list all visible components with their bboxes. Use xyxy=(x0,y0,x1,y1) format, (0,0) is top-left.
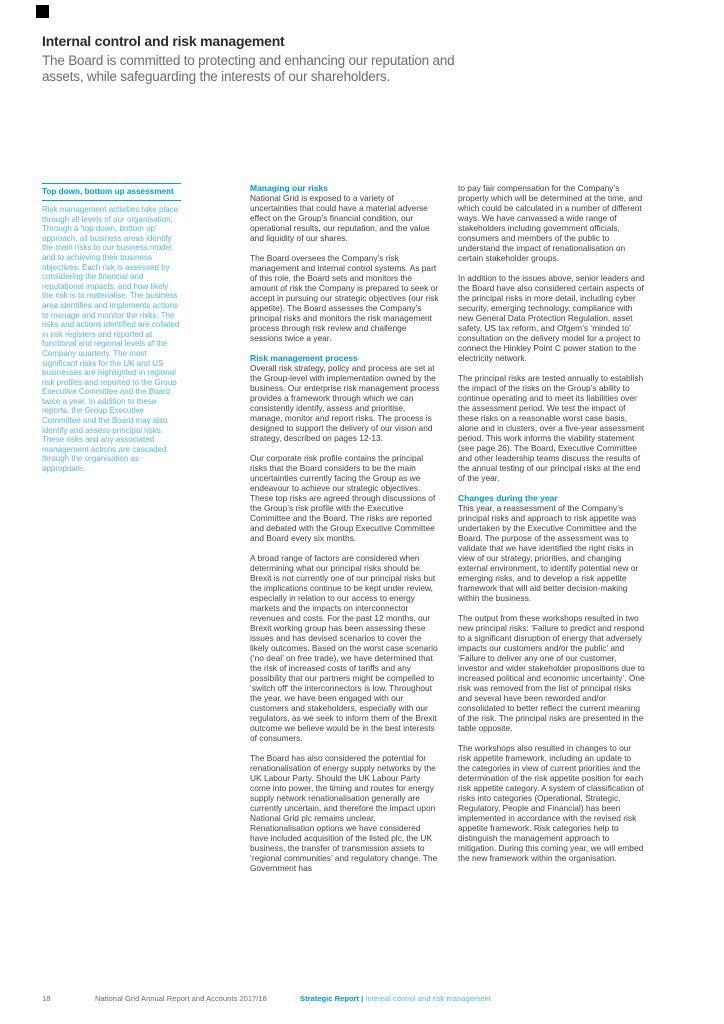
body-paragraph: National Grid is exposed to a variety of uncertainties that could have a material adverse effect on the Group’s financial condition, our operational results, our reputation, and the value and liquidity of our shares. xyxy=(250,193,430,243)
page-corner-tab xyxy=(36,5,49,18)
page-title: Internal control and risk management xyxy=(42,33,285,49)
page-footer xyxy=(0,994,724,1006)
body-paragraph: This year, a reassessment of the Company’s principal risks and approach to risk appetite was undertaken by the Executive Committee and the Board. The purpose of the assessment was to validate that we have identified the right risks in view of our strategy, priorities, and changing external environment, to identify potential new or emerging risks, and to develop a risk appetite framework that will aid better decision-making within the business. xyxy=(458,503,639,603)
body-paragraph: The workshops also resulted in changes to our risk appetite framework, including an update to the categories in view of current priorities and the determination of the risk appetite position for each risk appetite category. A system of classification of risks into categories (Operational, Strategic, Regulatory, People and Financial) has been implemented in accordance with the revised risk appetite framework. Risk categories help to distinguish the management approach to mitigation. During this coming year, we will embed the new framework within the organisation. xyxy=(458,743,644,863)
section-heading: Risk management process xyxy=(250,353,358,363)
sidebar-heading-rule xyxy=(42,200,181,201)
footer-section-page-title: Internal control and risk management xyxy=(365,994,491,1003)
page-subtitle: The Board is committed to protecting and enhancing our reputation and assets, while safeguarding the interests of our shareholders. xyxy=(42,53,455,84)
body-paragraph: The principal risks are tested annually to establish the impact of the risks on the Group’s ability to continue operating and to meet its liabilities over the assessment period. We test the impact of these risks on a reasonable worst case basis, alone and in clusters, over a five-year assessment period. This work informs the viability statement (see page 26). The Board, Executive Committee and other leadership teams discuss the results of the annual testing of our principal risks at the end of the year. xyxy=(458,373,645,483)
footer-section-label: Strategic Report | xyxy=(300,994,364,1003)
body-paragraph: Overall risk strategy, policy and process are set at the Group-level with implementation owned by the business. Our enterprise risk management process provides a framework through which we can consistently identify, assess and prioritise, manage, monitor and report risks. The process is designed to support the delivery of our vision and strategy, described on pages 12-13. xyxy=(250,363,440,443)
body-paragraph: The Board has also considered the potential for renationalisation of energy supply networks by the UK Labour Party. Should the UK Labour Party come into power, the timing and routes for energy supply network renationalisation generally are currently uncertain, and therefore the impact upon National Grid plc remains unclear. Renationalisation options we have considered have included acquisition of the listed plc, the UK business, the transfer of transmission assets to ‘regional communities’ and regulatory change. The Government has xyxy=(250,753,438,873)
footer-section xyxy=(300,994,491,1003)
body-paragraph: The output from these workshops resulted in two new principal risks: ‘Failure to predict and respond to a significant disruption of energy that adversely impacts our customers and/or the public’ and ‘Failure to deliver any one of our customer, investor and wider stakeholder propositions due to increased political and economic uncertainty’. One risk was removed from the list of principal risks and several have been reworded and/or consolidated to better reflect the current meaning of the risk. The principal risks are presented in the table opposite. xyxy=(458,613,645,733)
body-paragraph: Our corporate risk profile contains the principal risks that the Board considers to be the main uncertainties currently facing the Group as we endeavour to achieve our strategic objectives. These top risks are agreed through discussions of the Group’s risk profile with the Executive Committee and the Board. The risks are reported and debated with the Group Executive Committee and Board every six months. xyxy=(250,453,436,543)
body-paragraph: In addition to the issues above, senior leaders and the Board have also considered certain aspects of the principal risks in more detail, including cyber security, emerging technology, compliance with new General Data Protection Regulation, asset safety, US tax reform, and Ofgem’s ‘minded to’ consultation on the delivery model for a project to connect the Hinkley Point C power station to the electricity network. xyxy=(458,273,645,363)
body-paragraph: The Board oversees the Company’s risk management and internal control systems. As part of this role, the Board sets and monitors the amount of risk the Company is prepared to seek or accept in pursuing our strategic objectives (our risk appetite). The Board assesses the Company’s principal risks and monitors the risk management process through risk review and challenge sessions twice a year. xyxy=(250,253,439,343)
section-heading: Managing our risks xyxy=(250,183,328,193)
section-heading: Changes during the year xyxy=(458,493,558,503)
sidebar-heading: Top down, bottom up assessment xyxy=(42,187,174,196)
sidebar-body-text: Risk management activities take place through all levels of our organisation. Through a ‘top down, bottom up’ approach, all business areas identify the main risks to our business model and to achieving their business objectives. Each risk is assessed by considering the financial and reputational impacts, and how likely the risk is to materialise. The business area identifies and implements actions to manage and monitor the risks. The risks and actions identified are collated in risk registers and reported at functional and regional levels of the Company quarterly. The most significant risks for the UK and US businesses are highlighted in regional risk profiles and reported to the Group Executive Committee and the Board twice a year. In addition to these reports, the Group Executive Committee and the Board may also identify and assess principal risks. These risks and any associated management actions are cascaded through the organisation as appropriate. xyxy=(42,205,180,474)
column-right xyxy=(458,183,645,863)
column-middle xyxy=(250,183,440,873)
footer-page-number: 18 xyxy=(42,994,51,1003)
footer-document-title: National Grid Annual Report and Accounts 2017/18 xyxy=(95,994,267,1003)
title-block xyxy=(42,33,502,84)
body-paragraph: to pay fair compensation for the Company’s property which will be determined at the time, and which could be calculated in a number of different ways. We have canvassed a wide range of stakeholders including government officials, consumers and members of the public to understand the impact of renationalisation on certain stakeholder groups. xyxy=(458,183,643,263)
sidebar-assessment-panel xyxy=(42,183,181,474)
sidebar-top-rule xyxy=(42,183,181,184)
body-paragraph: A broad range of factors are considered when determining what our principal risks should be. Brexit is not currently one of our principal risks but the implications continue to be kept under review, especially in relation to our access to energy markets and the impacts on interconnector revenues and costs. For the past 12 months, our Brexit working group has been assessing these issues and has devised scenarios to cover the likely outcomes. Based on the worst case scenario (‘no deal’ on free trade), we have determined that the risk of increased costs of tariffs and any possibility that our partners might be compelled to ‘switch off’ the interconnectors is low. Throughout the year, we have been engaged with our customers and stakeholders, especially with our regulators, as we seek to inform them of the Brexit outcome we believe would be in the best interests of consumers. xyxy=(250,553,438,743)
